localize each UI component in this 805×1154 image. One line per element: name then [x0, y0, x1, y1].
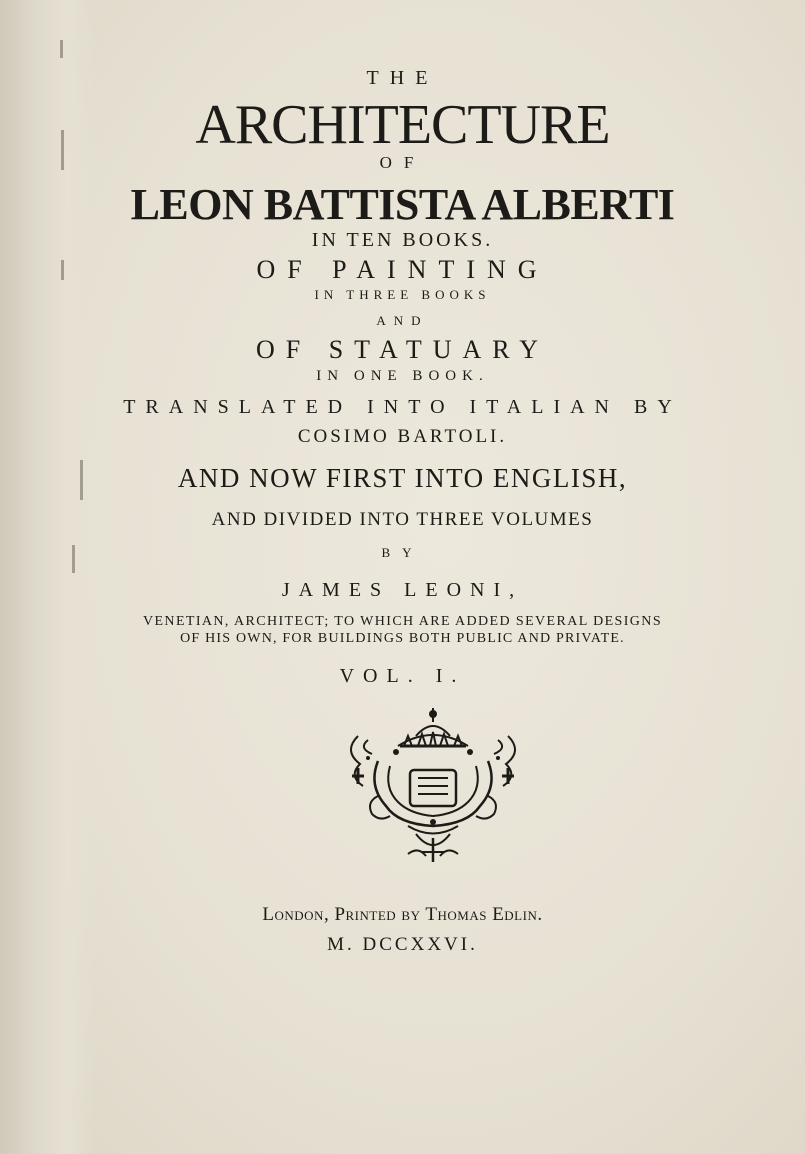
title-of: OF [379, 153, 426, 172]
translator-name: COSIMO BARTOLI. [297, 426, 508, 447]
description-line-1: VENETIAN, ARCHITECT; TO WHICH ARE ADDED SEVERAL DESIGNS [142, 614, 663, 629]
ornament-icon [338, 706, 528, 866]
subtitle-ten-books: IN TEN BOOKS. [311, 229, 494, 251]
english-line: AND NOW FIRST INTO ENGLISH, [177, 463, 628, 493]
volume-number: VOL. I. [339, 665, 466, 687]
imprint-line: London, Printed by Thomas Edlin. [262, 904, 543, 925]
publication-year: M. DCCXXVI. [327, 934, 478, 955]
editor-name: JAMES LEONI, [281, 579, 524, 601]
by-line: BY [381, 545, 424, 560]
title-architecture: ARCHITECTURE [195, 94, 610, 156]
translated-line: TRANSLATED INTO ITALIAN BY [123, 396, 682, 418]
volumes-line: AND DIVIDED INTO THREE VOLUMES [211, 509, 594, 530]
author-name: LEON BATTISTA ALBERTI [130, 180, 675, 229]
edge-mark [60, 40, 63, 58]
subtitle-three-books: IN THREE BOOKS [314, 287, 491, 302]
subtitle-of-painting: OF PAINTING [256, 255, 549, 284]
description-line-2: OF HIS OWN, FOR BUILDINGS BOTH PUBLIC AND PRIVATE. [180, 631, 625, 646]
title-the: THE [366, 67, 439, 89]
subtitle-one-book: IN ONE BOOK. [316, 368, 489, 384]
subtitle-of-statuary: OF STATUARY [255, 335, 549, 364]
binding-gutter [0, 0, 95, 1154]
subtitle-and: AND [376, 313, 429, 328]
